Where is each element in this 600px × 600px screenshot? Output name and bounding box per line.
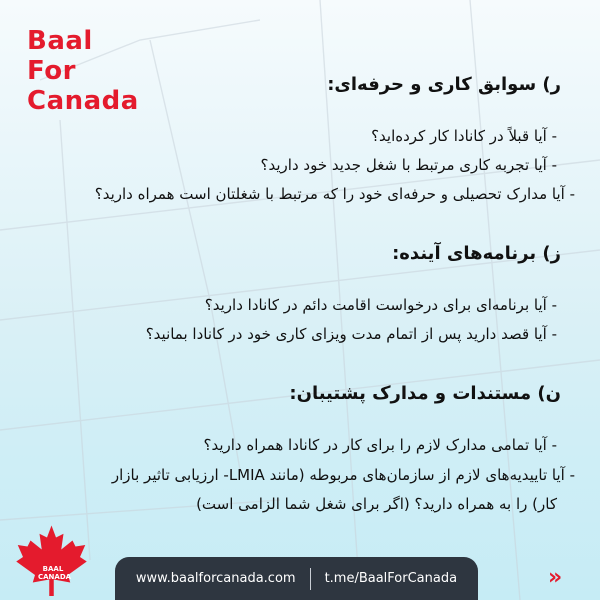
section-heading-documents: ن) مستندات و مدارک پشتیبان: bbox=[289, 383, 561, 404]
list-item: کار) را به همراه دارید؟ (اگر برای شغل شما الزامی است) bbox=[196, 495, 557, 513]
brand-line-2: For bbox=[27, 56, 76, 86]
list-item: - آیا برنامه‌ای برای درخواست اقامت دائم در کانادا دارید؟ bbox=[204, 296, 557, 314]
double-chevron-right-icon[interactable]: » bbox=[548, 565, 557, 590]
footer-divider bbox=[310, 568, 311, 590]
section-heading-work-history: ر) سوابق کاری و حرفه‌ای: bbox=[327, 74, 561, 95]
website-link[interactable]: www.baalforcanada.com bbox=[135, 571, 296, 586]
brand-wordmark bbox=[27, 26, 167, 116]
brand-line-1: Baal bbox=[27, 26, 93, 56]
footer-bar bbox=[115, 557, 478, 600]
logo-text-line1: BAAL bbox=[42, 565, 64, 573]
maple-leaf-icon bbox=[14, 520, 89, 600]
list-item: - آیا مدارک تحصیلی و حرفه‌ای خود را که مرتبط با شغلتان است همراه دارید؟ bbox=[94, 185, 575, 203]
brand-line-3: Canada bbox=[27, 86, 139, 116]
logo-label bbox=[38, 565, 72, 581]
list-item: - آیا قبلاً در کانادا کار کرده‌اید؟ bbox=[371, 127, 557, 145]
logo-text-line2: CANADA bbox=[38, 573, 72, 581]
list-item: - آیا تمامی مدارک لازم را برای کار در کانادا همراه دارید؟ bbox=[203, 436, 557, 454]
section-heading-future-plans: ز) برنامه‌های آینده: bbox=[392, 243, 561, 264]
telegram-link[interactable]: t.me/BaalForCanada bbox=[324, 571, 458, 586]
list-item: - آیا تجربه کاری مرتبط با شغل جدید خود دارید؟ bbox=[260, 156, 557, 174]
list-item: - آیا تاییدیه‌های لازم از سازمان‌های مربوطه (مانند LMIA- ارزیابی تاثیر بازار bbox=[111, 466, 575, 484]
list-item: - آیا قصد دارید پس از اتمام مدت ویزای کاری خود در کانادا بمانید؟ bbox=[145, 325, 557, 343]
